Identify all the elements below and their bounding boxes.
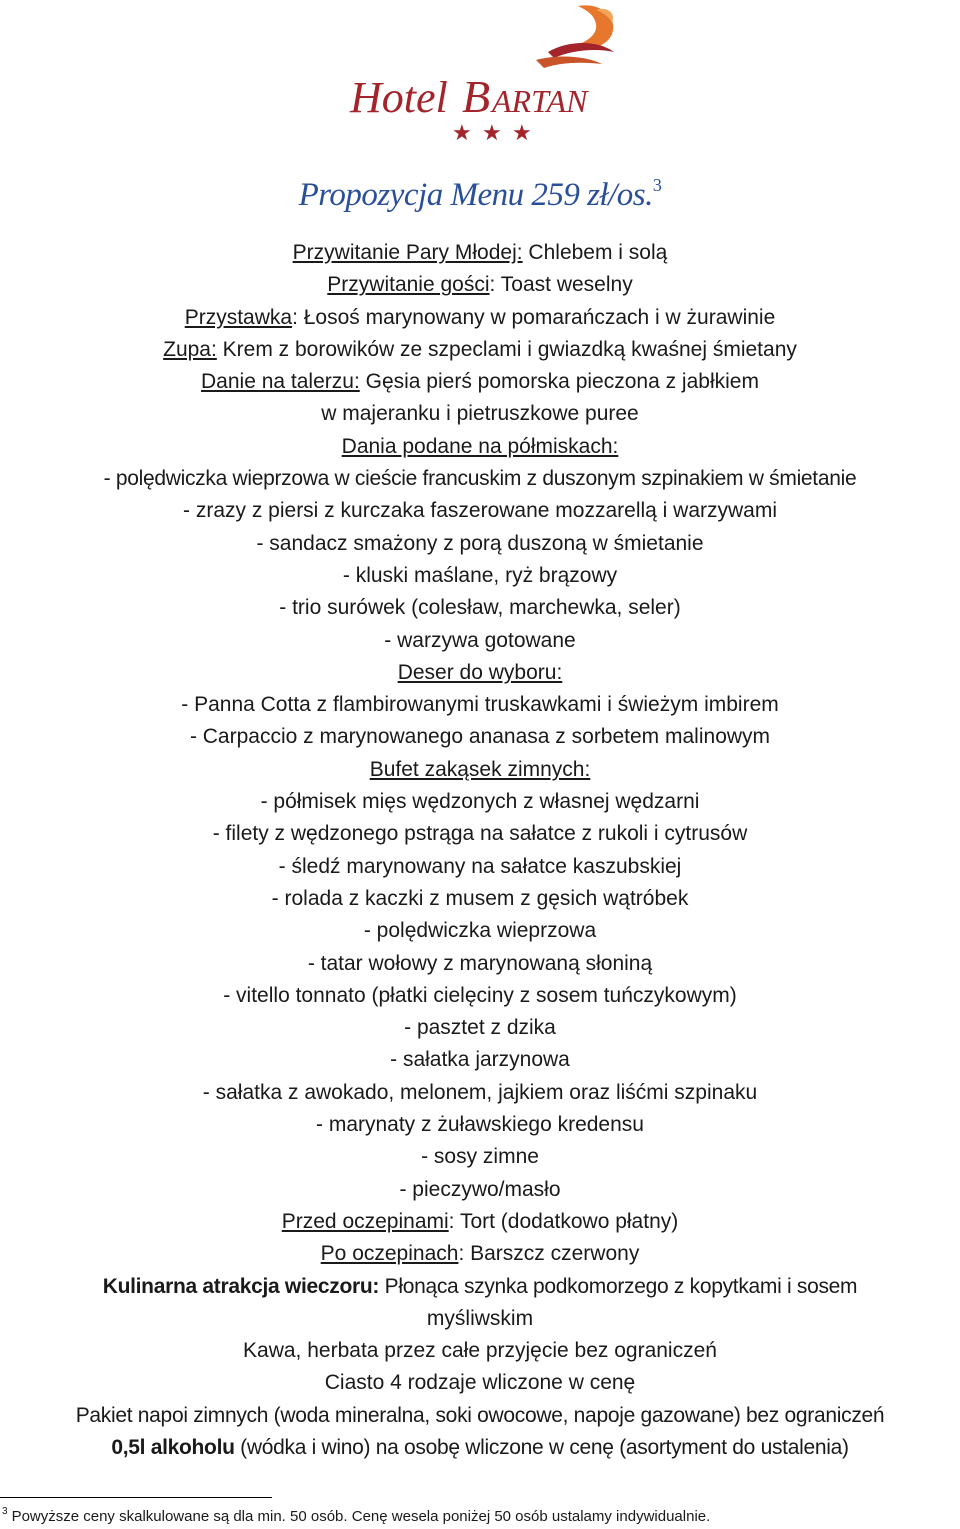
menu-line-bold: 0,5l alkoholu xyxy=(111,1435,235,1459)
footnote-mark: 3 xyxy=(2,1506,8,1517)
menu-line: - sosy zimne xyxy=(421,1145,539,1169)
menu-line-label: Przywitanie Pary Młodej: xyxy=(292,241,523,264)
menu-line-label: Przed oczepinami xyxy=(281,1209,449,1233)
menu-line: - śledź marynowany na sałatce kaszubskiej xyxy=(278,854,682,878)
logo-wordmark xyxy=(349,71,589,122)
menu-line: w majeranku i pietruszkowe puree xyxy=(321,402,639,426)
menu-line: - sałatka jarzynowa xyxy=(390,1048,570,1072)
footnote-separator xyxy=(0,1497,272,1498)
svg-text:★: ★ xyxy=(512,121,532,146)
footnote xyxy=(2,1506,710,1525)
menu-line: - polędwiczka wieprzowa xyxy=(363,919,597,943)
menu-line: - sałatka z awokado, melonem, jajkiem oraz liśćmi szpinaku xyxy=(202,1080,758,1104)
menu-line: - Panna Cotta z flambirowanymi truskawkami i świeżym imbirem xyxy=(181,693,779,717)
menu-line xyxy=(0,1271,960,1303)
footnote-reference: 3 xyxy=(652,175,662,195)
menu-line-text: Gęsia pierś pomorska pieczona z jabłkiem xyxy=(359,370,759,394)
menu-line xyxy=(0,334,960,366)
menu-line: - zrazy z piersi z kurczaka faszerowane mozzarellą i warzywami xyxy=(183,499,777,523)
menu-line-text: Płonąca szynka podkomorzego z kopytkami i sosem xyxy=(379,1274,858,1298)
menu-section-header xyxy=(0,754,960,786)
menu-list xyxy=(0,237,960,1464)
svg-text:ARTAN: ARTAN xyxy=(492,83,588,119)
menu-line-text: : Łosoś marynowany w pomarańczach i w żurawinie xyxy=(292,305,776,329)
svg-text:★: ★ xyxy=(482,121,502,146)
svg-text:Hotel: Hotel xyxy=(350,73,448,122)
menu-line: - vitello tonnato (płatki cielęciny z sosem tuńczykowym) xyxy=(223,983,737,1007)
menu-line xyxy=(0,237,960,269)
menu-line-text: : Tort (dodatkowo płatny) xyxy=(448,1209,679,1233)
svg-text:B: B xyxy=(462,71,491,122)
menu-line-label: Dania podane na półmiskach: xyxy=(341,434,619,458)
menu-line-label: Przywitanie gości xyxy=(327,273,490,297)
menu-line xyxy=(0,366,960,398)
menu-line xyxy=(0,269,960,301)
menu-line: - polędwiczka wieprzowa w cieście francuskim z duszonym szpinakiem w śmietanie xyxy=(103,467,857,491)
menu-line: - tatar wołowy z marynowaną słoniną xyxy=(307,951,653,975)
menu-section-header xyxy=(0,431,960,463)
menu-line: - warzywa gotowane xyxy=(384,628,576,652)
menu-line: Ciasto 4 rodzaje wliczone w cenę xyxy=(324,1371,636,1395)
menu-line-label: Deser do wyboru: xyxy=(397,660,563,684)
menu-line: - filety z wędzonego pstrąga na sałatce z rukoli i cytrusów xyxy=(212,822,748,846)
menu-line-text: : Barszcz czerwony xyxy=(458,1242,640,1266)
flame-emblem xyxy=(536,5,614,68)
menu-line-label: Przystawka xyxy=(184,305,293,329)
menu-line: - rolada z kaczki z musem z gęsich wątróbek xyxy=(271,886,689,910)
menu-line: Pakiet napoi zimnych (woda mineralna, soki owocowe, napoje gazowane) bez ograniczeń xyxy=(75,1403,885,1427)
menu-line-text: : Toast weselny xyxy=(489,273,633,297)
menu-line-text: Krem z borowików ze szpeclami i gwiazdką kwaśnej śmietany xyxy=(216,337,797,361)
menu-line-bold: Kulinarna atrakcja wieczoru: xyxy=(102,1274,380,1298)
menu-line-label: Po oczepinach xyxy=(320,1242,459,1266)
menu-line: - trio surówek (colesław, marchewka, seler) xyxy=(279,596,681,620)
menu-line xyxy=(0,1238,960,1270)
menu-line: - Carpaccio z marynowanego ananasa z sorbetem malinowym xyxy=(189,725,771,749)
menu-line: - kluski maślane, ryż brązowy xyxy=(342,563,618,587)
menu-line: - półmisek mięs wędzonych z własnej wędzarni xyxy=(260,790,700,814)
menu-line-label: Danie na talerzu: xyxy=(201,370,360,394)
menu-line-label: Bufet zakąsek zimnych: xyxy=(369,757,591,781)
menu-line-text: (wódka i wino) na osobę wliczone w cenę (asortyment do ustalenia) xyxy=(234,1435,849,1459)
menu-title-text: Propozycja Menu 259 zł/os. xyxy=(298,177,653,213)
menu-line-text: Chlebem i solą xyxy=(522,241,668,264)
footnote-text: Powyższe ceny skalkulowane są dla min. 50 osób. Cenę wesela poniżej 50 osób ustalamy indywidualnie. xyxy=(11,1508,711,1525)
three-stars xyxy=(452,121,532,146)
menu-line: Kawa, herbata przez całe przyjęcie bez ograniczeń xyxy=(243,1339,717,1363)
menu-line xyxy=(0,302,960,334)
menu-line: - marynaty z żuławskiego kredensu xyxy=(316,1113,644,1137)
menu-line: - pasztet z dzika xyxy=(404,1016,556,1040)
menu-section-header xyxy=(0,657,960,689)
menu-line: myśliwskim xyxy=(426,1306,534,1330)
menu-line-label: Zupa: xyxy=(163,337,217,361)
hotel-logo xyxy=(340,0,660,150)
menu-line xyxy=(0,1432,960,1464)
svg-text:★: ★ xyxy=(452,121,472,146)
menu-line xyxy=(0,1206,960,1238)
menu-line: - sandacz smażony z porą duszoną w śmietanie xyxy=(256,531,704,555)
menu-title xyxy=(0,175,960,214)
menu-line: - pieczywo/masło xyxy=(399,1177,561,1201)
